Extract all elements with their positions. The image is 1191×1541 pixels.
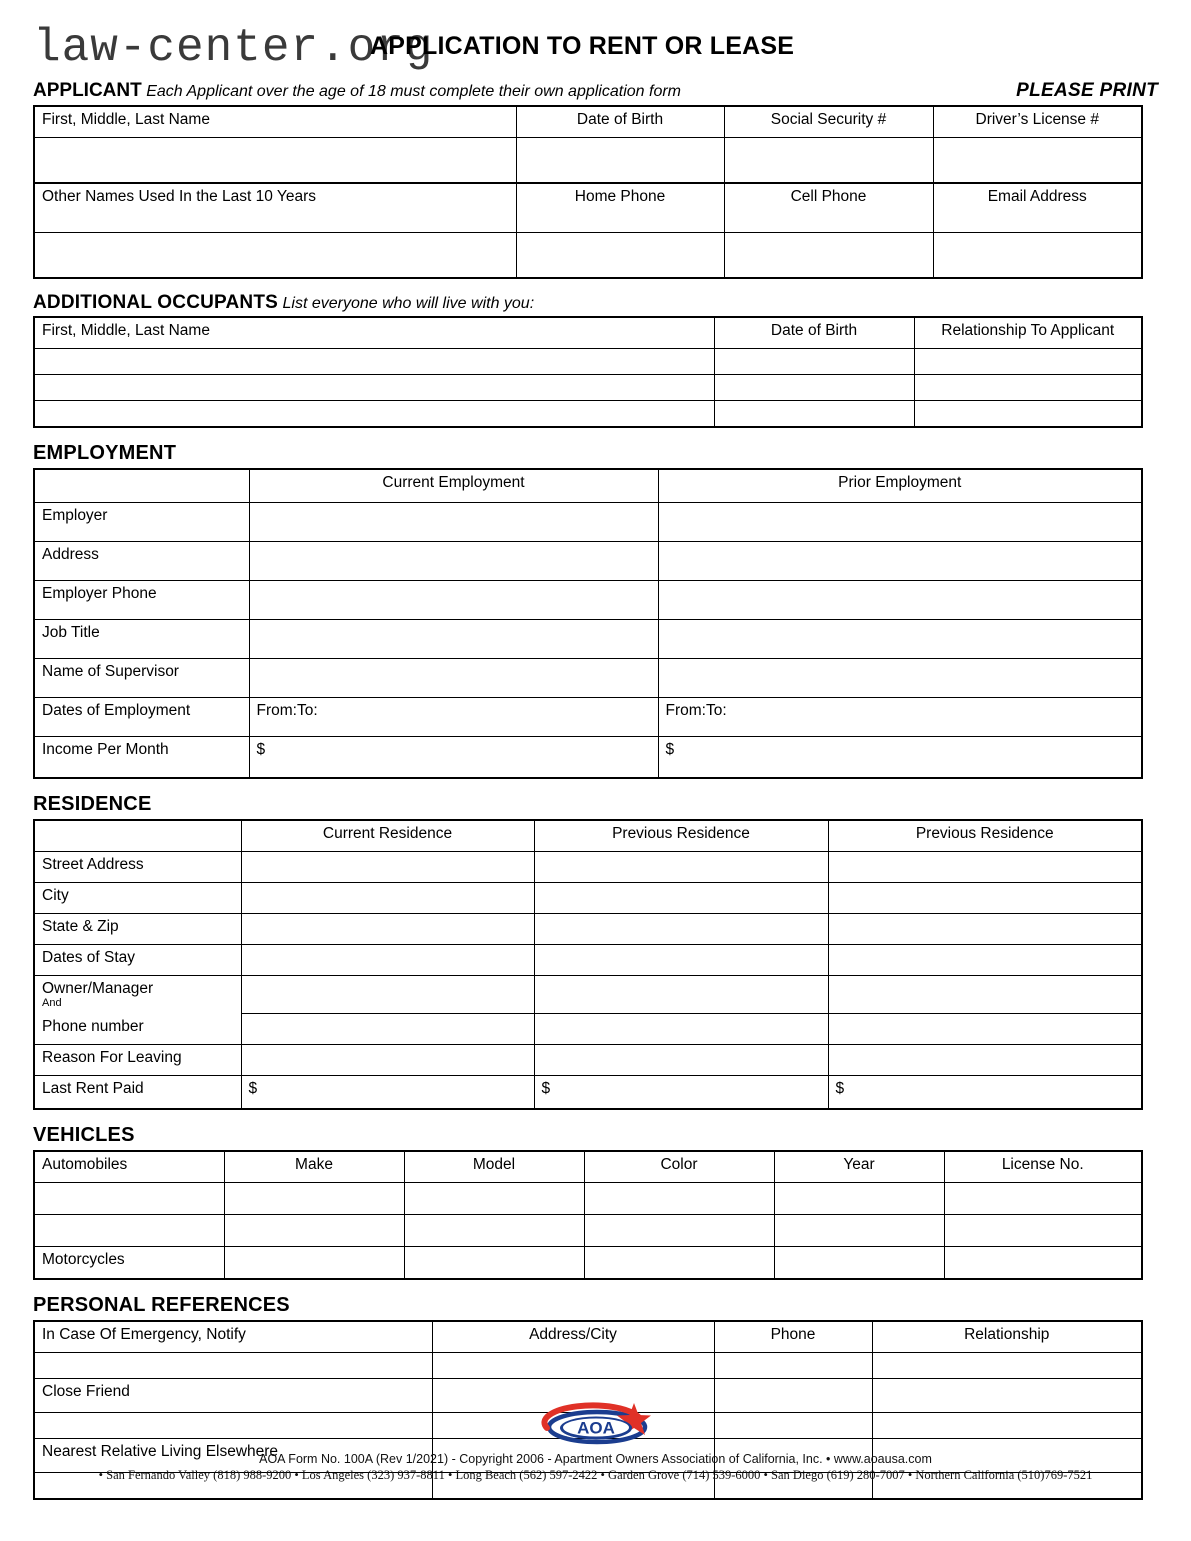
employment-row-label-job-title: Job Title [34, 620, 249, 659]
residence-row-label-street: Street Address [34, 852, 241, 883]
residence-field-reason-prev2[interactable] [828, 1044, 1142, 1075]
vehicles-col-header-make: Make [224, 1151, 404, 1183]
occupant-field-relationship[interactable] [914, 401, 1142, 428]
residence-col-header-previous-1: Previous Residence [534, 820, 828, 852]
residence-field-phone-prev2[interactable] [828, 1014, 1142, 1045]
table-row [34, 1044, 1142, 1075]
residence-field-rent-prev1[interactable] [534, 1075, 828, 1109]
vehicle-field-model[interactable] [404, 1214, 584, 1246]
residence-field-phone-current[interactable] [241, 1014, 534, 1045]
table-row [34, 852, 1142, 883]
vehicle-field-year[interactable] [774, 1182, 944, 1214]
applicant-field-email[interactable] [933, 233, 1142, 279]
table-row [34, 1151, 1142, 1183]
references-row-label-1[interactable] [34, 1352, 432, 1378]
currency-symbol: $ [248, 1079, 258, 1097]
additional-occupants-table [33, 316, 1143, 428]
residence-row-label-owner-manager [34, 976, 241, 1014]
vehicles-table [33, 1150, 1143, 1280]
employment-field-phone-current[interactable] [249, 581, 658, 620]
references-col-header-address-city: Address/City [432, 1321, 714, 1353]
table-row [34, 581, 1142, 620]
currency-symbol: $ [835, 1079, 845, 1097]
personal-references-heading: PERSONAL REFERENCES [33, 1293, 290, 1316]
residence-field-rent-current[interactable] [241, 1075, 534, 1109]
residence-field-state-zip-current[interactable] [241, 914, 534, 945]
occupants-col-header-dob: Date of Birth [714, 317, 914, 349]
vehicle-field-color[interactable] [584, 1182, 774, 1214]
reference-field-address[interactable] [432, 1352, 714, 1378]
employment-field-dates-prior[interactable] [658, 698, 1142, 737]
employment-field-supervisor-prior[interactable] [658, 659, 1142, 698]
residence-row-label-reason-leaving: Reason For Leaving [34, 1044, 241, 1075]
vehicle-field-make[interactable] [224, 1214, 404, 1246]
residence-table [33, 819, 1143, 1110]
employment-row-label-income: Income Per Month [34, 737, 249, 779]
employment-field-address-prior[interactable] [658, 542, 1142, 581]
residence-heading: RESIDENCE [33, 793, 152, 815]
occupant-field-name[interactable] [34, 375, 714, 401]
employment-to-label-current: To: [296, 702, 318, 719]
page-title: APPLICATION TO RENT OR LEASE [370, 32, 795, 60]
table-row [34, 820, 1142, 852]
employment-field-employer-current[interactable] [249, 503, 658, 542]
applicant-table [33, 105, 1143, 279]
employment-field-supervisor-current[interactable] [249, 659, 658, 698]
currency-symbol: $ [256, 741, 266, 758]
residence-field-rent-prev2[interactable] [828, 1075, 1142, 1109]
motorcycle-field-model[interactable] [404, 1246, 584, 1279]
page-footer [0, 1399, 1191, 1483]
vehicles-row-label-motorcycles: Motorcycles [34, 1246, 224, 1279]
employment-corner-cell [34, 469, 249, 503]
residence-row-label-last-rent: Last Rent Paid [34, 1075, 241, 1109]
additional-occupants-note: List everyone who will live with you: [282, 295, 535, 312]
watermark-law-center: law-center.org [33, 22, 434, 74]
employment-from-label-prior: From: [665, 702, 706, 719]
occupant-field-dob[interactable] [714, 349, 914, 375]
table-row [34, 659, 1142, 698]
table-row [34, 503, 1142, 542]
currency-symbol: $ [541, 1079, 551, 1097]
occupant-field-relationship[interactable] [914, 375, 1142, 401]
table-row [34, 1352, 1142, 1378]
residence-col-header-current: Current Residence [241, 820, 534, 852]
page-header [0, 0, 1191, 80]
residence-corner-cell [34, 820, 241, 852]
table-row [34, 914, 1142, 945]
residence-row-label-phone-number: Phone number [34, 1014, 241, 1045]
additional-occupants-label: ADDITIONAL OCCUPANTS [33, 292, 279, 313]
applicant-col-header-home-phone: Home Phone [516, 183, 724, 233]
aoa-logo-text: AOA [576, 1418, 615, 1438]
table-row [34, 620, 1142, 659]
vehicle-field-make[interactable] [224, 1182, 404, 1214]
references-col-header-phone: Phone [714, 1321, 872, 1353]
reference-field-relationship[interactable] [872, 1352, 1142, 1378]
residence-field-dates-prev1[interactable] [534, 945, 828, 976]
employment-field-employer-prior[interactable] [658, 503, 1142, 542]
table-row [34, 233, 1142, 279]
footer-form-info: AOA Form No. 100A (Rev 1/2021) - Copyright 2006 - Apartment Owners Association of California, Inc. • www.aoausa.com [259, 1452, 932, 1466]
table-row [34, 349, 1142, 375]
residence-field-state-zip-prev1[interactable] [534, 914, 828, 945]
employment-field-job-title-prior[interactable] [658, 620, 1142, 659]
vehicle-field-license[interactable] [944, 1214, 1142, 1246]
residence-col-header-previous-2: Previous Residence [828, 820, 1142, 852]
employment-field-income-prior[interactable] [658, 737, 1142, 779]
residence-field-owner-prev1[interactable] [534, 976, 828, 1014]
table-row [34, 976, 1142, 1014]
table-row [34, 1075, 1142, 1109]
vehicles-col-header-license-no: License No. [944, 1151, 1142, 1183]
residence-field-reason-current[interactable] [241, 1044, 534, 1075]
residence-row-label-state-zip: State & Zip [34, 914, 241, 945]
vehicle-field-license[interactable] [944, 1182, 1142, 1214]
applicant-col-header-cell-phone: Cell Phone [724, 183, 933, 233]
applicant-field-license[interactable] [933, 138, 1142, 184]
applicant-col-header-dob: Date of Birth [516, 106, 724, 138]
residence-field-street-current[interactable] [241, 852, 534, 883]
employment-field-dates-current[interactable] [249, 698, 658, 737]
occupant-field-dob[interactable] [714, 375, 914, 401]
vehicles-heading: VEHICLES [33, 1123, 135, 1146]
table-row [34, 1014, 1142, 1045]
table-row [34, 375, 1142, 401]
table-row [34, 317, 1142, 349]
vehicle-field-model[interactable] [404, 1182, 584, 1214]
vehicles-col-header-year: Year [774, 1151, 944, 1183]
vehicles-col-header-model: Model [404, 1151, 584, 1183]
residence-field-street-prev2[interactable] [828, 852, 1142, 883]
residence-field-phone-prev1[interactable] [534, 1014, 828, 1045]
employment-col-header-current: Current Employment [249, 469, 658, 503]
vehicle-field-year[interactable] [774, 1214, 944, 1246]
table-row [34, 401, 1142, 428]
employment-field-address-current[interactable] [249, 542, 658, 581]
residence-field-state-zip-prev2[interactable] [828, 914, 1142, 945]
references-row-label-nearest-relative: Nearest Relative Living Elsewhere [34, 1438, 432, 1472]
vehicles-col-header-color: Color [584, 1151, 774, 1183]
applicant-field-cell-phone[interactable] [724, 233, 933, 279]
residence-field-city-prev1[interactable] [534, 883, 828, 914]
residence-field-street-prev1[interactable] [534, 852, 828, 883]
table-row [34, 542, 1142, 581]
applicant-field-other-names[interactable] [34, 233, 516, 279]
table-row [34, 737, 1142, 779]
applicant-heading [0, 80, 1191, 102]
residence-field-owner-prev2[interactable] [828, 976, 1142, 1014]
applicant-col-header-name: First, Middle, Last Name [34, 106, 516, 138]
applicant-field-ssn[interactable] [724, 138, 933, 184]
applicant-field-home-phone[interactable] [516, 233, 724, 279]
applicant-heading-note: Each Applicant over the age of 18 must complete their own application form [146, 83, 681, 100]
motorcycle-field-license[interactable] [944, 1246, 1142, 1279]
occupant-field-name[interactable] [34, 401, 714, 428]
owner-manager-and-text: And [42, 997, 62, 1010]
applicant-col-header-ssn: Social Security # [724, 106, 933, 138]
residence-field-city-prev2[interactable] [828, 883, 1142, 914]
employment-field-phone-prior[interactable] [658, 581, 1142, 620]
residence-field-reason-prev1[interactable] [534, 1044, 828, 1075]
table-row [34, 1246, 1142, 1279]
please-print-note: PLEASE PRINT [1016, 80, 1158, 101]
reference-field-phone[interactable] [714, 1352, 872, 1378]
occupant-field-relationship[interactable] [914, 349, 1142, 375]
occupants-col-header-name: First, Middle, Last Name [34, 317, 714, 349]
owner-manager-text: Owner/Manager [42, 980, 154, 997]
employment-row-label-address: Address [34, 542, 249, 581]
employment-row-label-employer-phone: Employer Phone [34, 581, 249, 620]
employment-row-label-dates: Dates of Employment [34, 698, 249, 737]
applicant-col-header-other-names: Other Names Used In the Last 10 Years [34, 183, 516, 233]
table-row [34, 1214, 1142, 1246]
employment-table [33, 468, 1143, 779]
employment-heading: EMPLOYMENT [33, 442, 177, 464]
references-col-header-emergency: In Case Of Emergency, Notify [34, 1321, 432, 1353]
table-row [34, 469, 1142, 503]
table-row [34, 1182, 1142, 1214]
employment-to-label-prior: To: [705, 702, 727, 719]
table-row [34, 1321, 1142, 1353]
residence-field-city-current[interactable] [241, 883, 534, 914]
currency-symbol: $ [665, 741, 675, 758]
aoa-logo-icon [536, 1399, 656, 1447]
references-col-header-relationship: Relationship [872, 1321, 1142, 1353]
table-row [34, 106, 1142, 138]
employment-field-job-title-current[interactable] [249, 620, 658, 659]
residence-field-owner-current[interactable] [241, 976, 534, 1014]
applicant-field-name[interactable] [34, 138, 516, 184]
vehicle-field-color[interactable] [584, 1214, 774, 1246]
residence-row-label-city: City [34, 883, 241, 914]
table-row [34, 183, 1142, 233]
applicant-heading-label: APPLICANT [33, 80, 142, 101]
applicant-field-dob[interactable] [516, 138, 724, 184]
employment-from-label-current: From: [256, 702, 297, 719]
occupants-col-header-relationship: Relationship To Applicant [914, 317, 1142, 349]
references-row-label-close-friend: Close Friend [34, 1378, 432, 1412]
table-row [34, 138, 1142, 184]
motorcycle-field-make[interactable] [224, 1246, 404, 1279]
motorcycle-field-color[interactable] [584, 1246, 774, 1279]
employment-col-header-prior: Prior Employment [658, 469, 1142, 503]
table-row [34, 883, 1142, 914]
occupant-field-name[interactable] [34, 349, 714, 375]
employment-row-label-supervisor: Name of Supervisor [34, 659, 249, 698]
residence-row-label-dates-of-stay: Dates of Stay [34, 945, 241, 976]
table-row [34, 945, 1142, 976]
occupant-field-dob[interactable] [714, 401, 914, 428]
vehicles-row-label-1 [34, 1182, 224, 1214]
applicant-col-header-email: Email Address [933, 183, 1142, 233]
employment-row-label-employer: Employer [34, 503, 249, 542]
motorcycle-field-year[interactable] [774, 1246, 944, 1279]
additional-occupants-heading [0, 292, 1191, 314]
vehicles-row-label-2 [34, 1214, 224, 1246]
residence-field-dates-current[interactable] [241, 945, 534, 976]
vehicles-col-header-automobiles: Automobiles [34, 1151, 224, 1183]
applicant-col-header-license: Driver’s License # [933, 106, 1142, 138]
employment-field-income-current[interactable] [249, 737, 658, 779]
footer-office-phones: • San Fernando Valley (818) 988-9200 • Los Angeles (323) 937-8811 • Long Beach (562) 597-2422 • Garden Grove (714) 539-6000 • San Diego (619) 280-7007 • Northern California (510)769-7521 [98, 1468, 1093, 1482]
residence-field-dates-prev2[interactable] [828, 945, 1142, 976]
table-row [34, 698, 1142, 737]
